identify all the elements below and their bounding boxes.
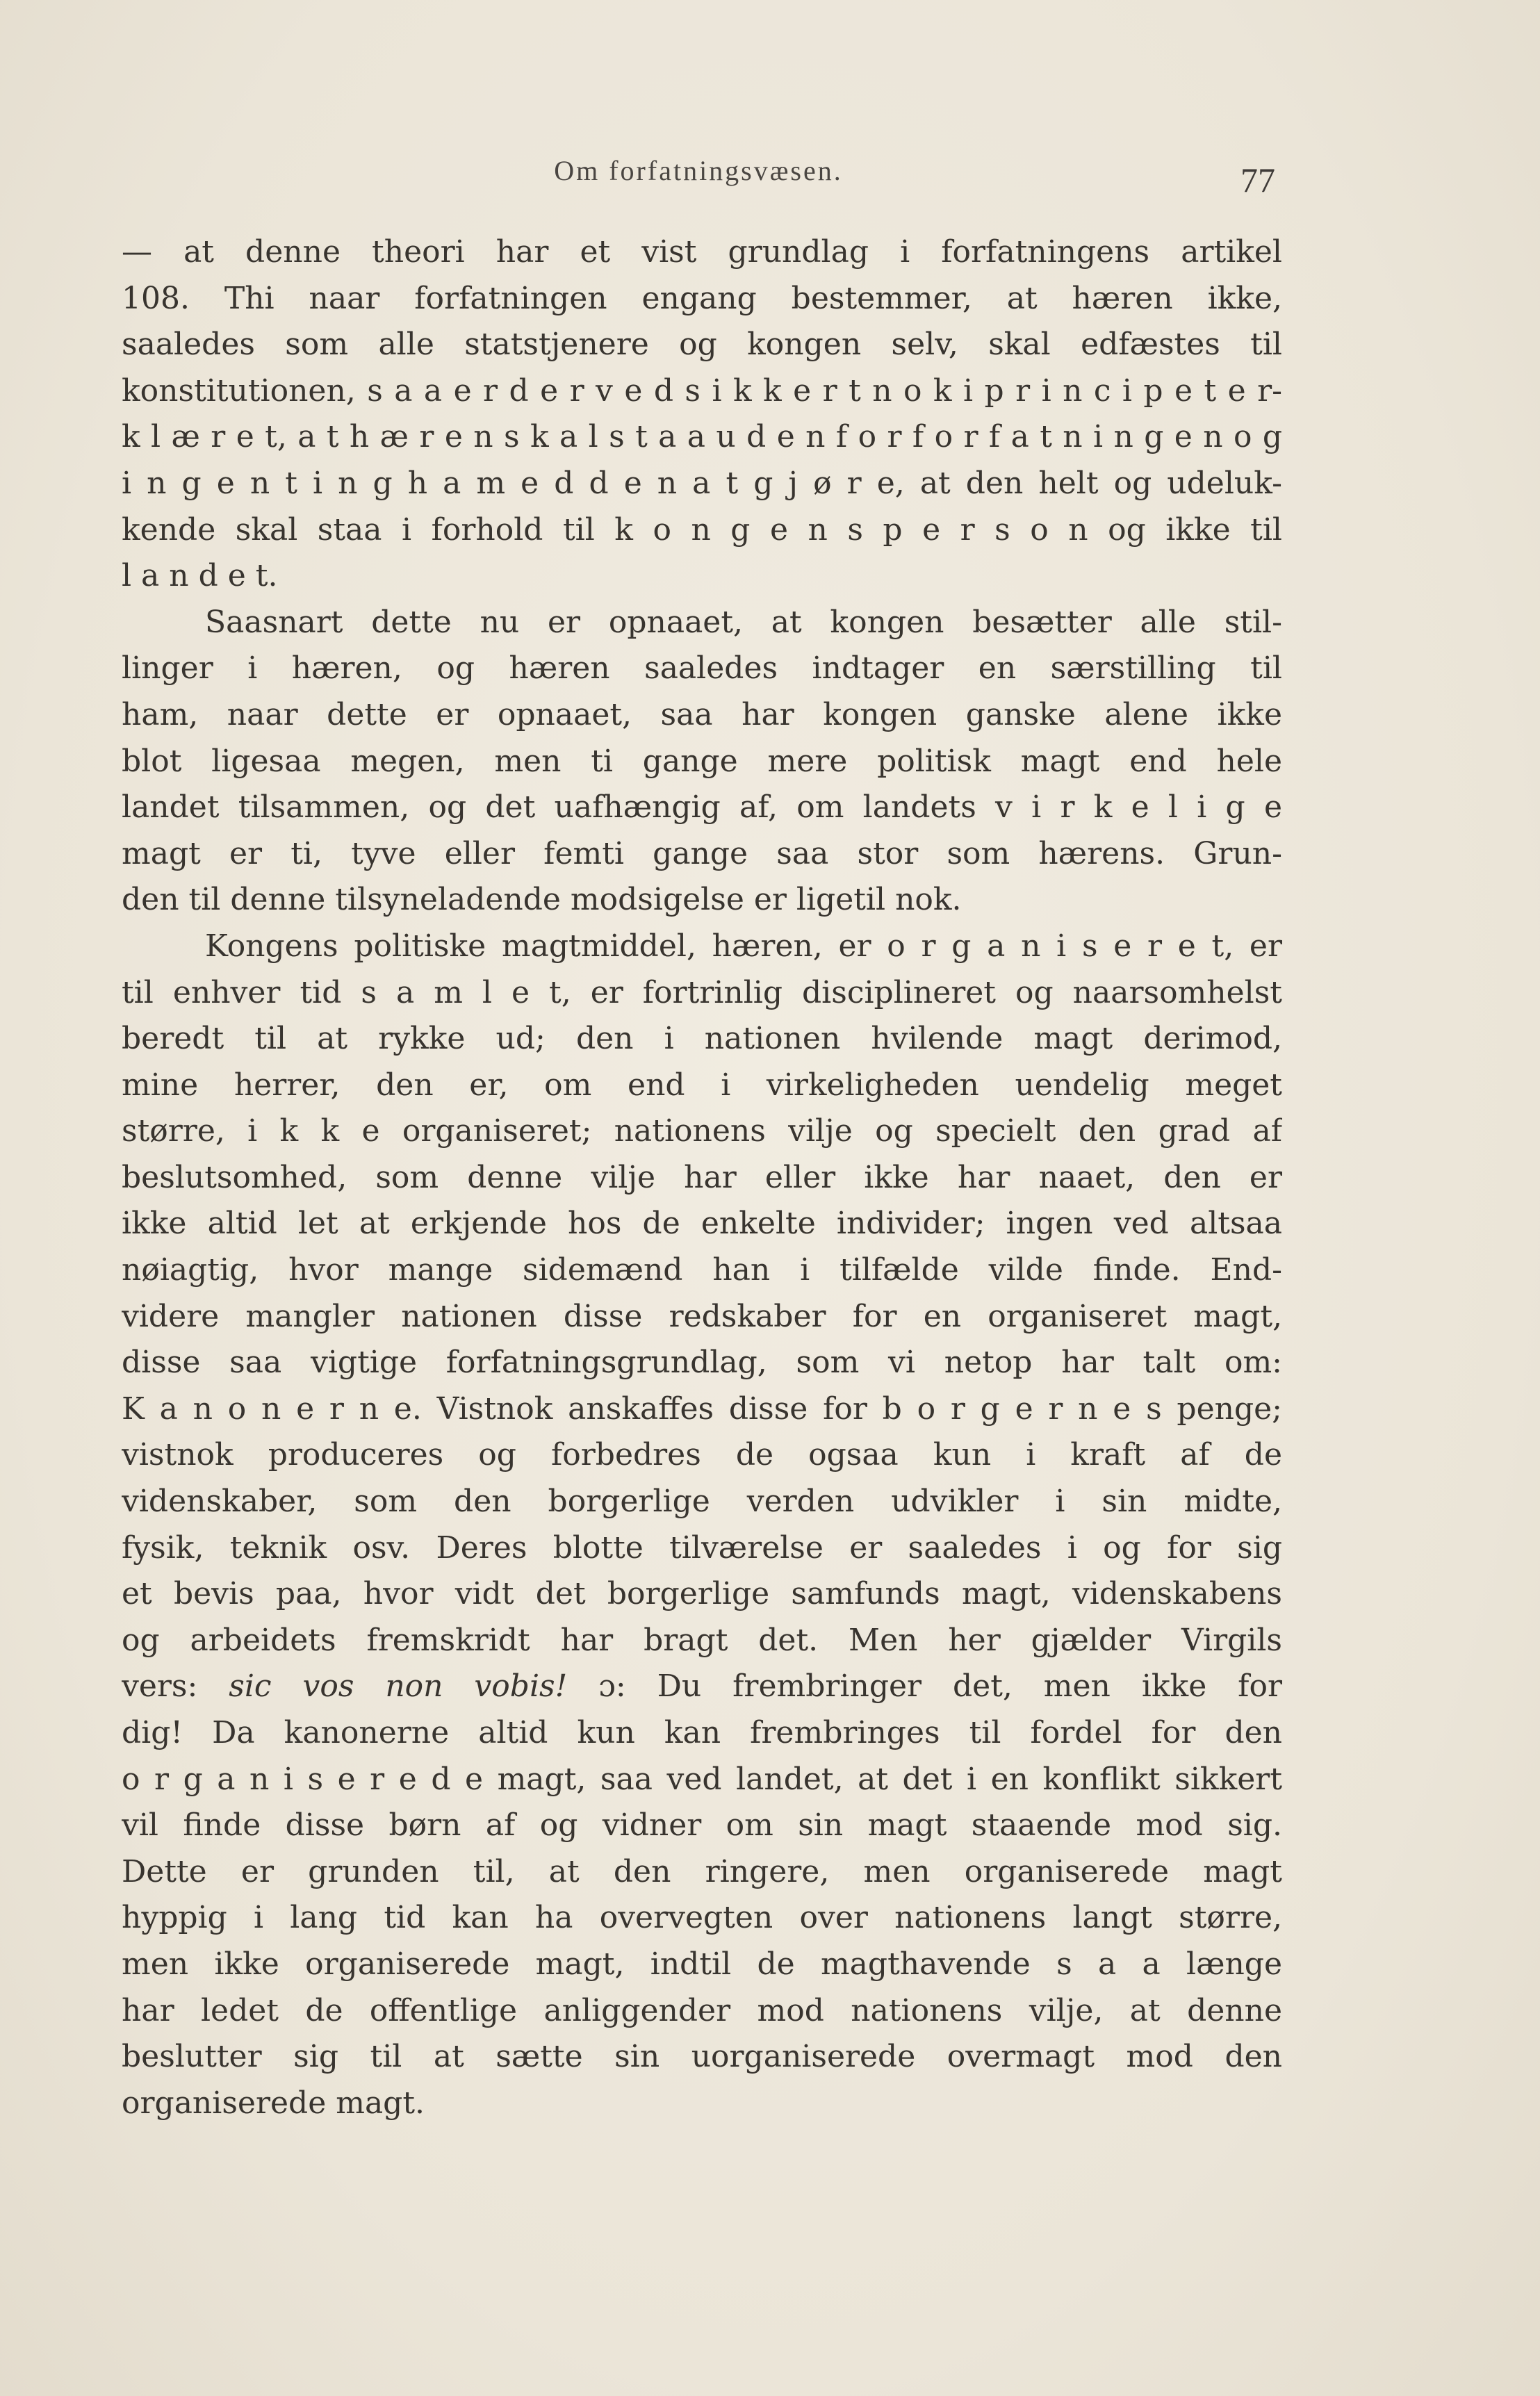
text-line-content: l a n d e t. (122, 558, 278, 594)
text-line-content: beslutsomhed, som denne vilje har eller ikke har naaet, den er (122, 1159, 1282, 1195)
text-line-content: vil finde disse børn af og vidner om sin magt staaende mod sig. (122, 1807, 1282, 1844)
text-line-content: beredt til at rykke ud; den i nationen hvilende magt derimod, (122, 1021, 1282, 1057)
text-line (122, 1664, 1282, 1710)
text-line (122, 924, 1282, 970)
text-line (122, 646, 1282, 692)
text-line-content: videnskaber, som den borgerlige verden udvikler i sin midte, (122, 1484, 1282, 1520)
text-line (122, 1757, 1282, 1803)
text-line (122, 600, 1282, 646)
text-line-content: Saasnart dette nu er opnaaet, at kongen besætter alle stil- (205, 604, 1282, 640)
text-line (122, 831, 1282, 878)
text-line-content: nøiagtig, hvor mange sidemænd han i tilfælde vilde finde. End- (122, 1252, 1282, 1288)
text-line (122, 1942, 1282, 1988)
text-line (122, 1525, 1282, 1572)
text-line-content: magt er ti, tyve eller femti gange saa stor som hærens. Grun- (122, 835, 1282, 871)
text-line (122, 1201, 1282, 1247)
text-line (122, 553, 1282, 600)
text-line-content: disse saa vigtige forfatningsgrundlag, som vi netop har talt om: (122, 1345, 1282, 1381)
text-line (122, 2034, 1282, 2081)
text-line-content: landet tilsammen, og det uafhængig af, om landets v i r k e l i g e (122, 789, 1282, 826)
text-line-content: — at denne theori har et vist grundlag i forfatningens artikel (122, 234, 1282, 270)
text-line-content: i n g e n t i n g h a m e d d e n a t g j ø r e, at den helt og udeluk- (122, 465, 1282, 501)
text-line (122, 1479, 1282, 1525)
text-line (122, 368, 1282, 415)
text-line-content: blot ligesaa megen, men ti gange mere politisk magt end hele (122, 743, 1282, 779)
text-line-content: den til denne tilsyneladende modsigelse er ligetil nok. (122, 882, 962, 918)
running-title: Om forfatningsvæsen. (554, 155, 843, 186)
text-line-content: 108. Thi naar forfatningen engang bestemmer, at hæren ikke, (122, 280, 1282, 316)
text-line (122, 970, 1282, 1017)
text-line-content: dig! Da kanonerne altid kun kan frembringes til fordel for den (122, 1715, 1282, 1750)
text-line-content: kende skal staa i forhold til k o n g e n s p e r s o n og ikke til (122, 511, 1282, 548)
text-line-content: vistnok produceres og forbedres de ogsaa kun i kraft af de (122, 1437, 1282, 1473)
text-line-content: organiserede magt. (122, 2085, 425, 2121)
text-line-content: hyppig i lang tid kan ha overvegten over nationens langt større, (122, 1900, 1282, 1936)
text-line (122, 877, 1282, 924)
text-line-content: men ikke organiserede magt, indtil de magthavende s a a længe (122, 1946, 1282, 1982)
latin-quote: sic vos non vobis! (229, 1668, 568, 1705)
body-text (122, 229, 1282, 2126)
text-line-content: beslutter sig til at sætte sin uorganiserede overmagt mod den (122, 2039, 1282, 2075)
text-line (122, 322, 1282, 368)
text-line (122, 1571, 1282, 1618)
text-line (122, 1247, 1282, 1294)
text-line-content: saaledes som alle statstjenere og kongen selv, skal edfæstes til (122, 327, 1282, 363)
text-line (122, 229, 1282, 276)
text-line-content: konstitutionen, s a a e r d e r v e d s i k k e r t n o k i p r i n c i p e t e r- (122, 372, 1282, 409)
text-line-continuation: ɔ: Du frembringer det, men ikke for (567, 1668, 1282, 1705)
text-line-content: ham, naar dette er opnaaet, saa har kongen ganske alene ikke (122, 696, 1282, 732)
text-line (122, 692, 1282, 739)
text-line (122, 2081, 1282, 2127)
page-number: 77 (1240, 161, 1275, 199)
text-line-content: ikke altid let at erkjende hos de enkelte individer; ingen ved altsaa (122, 1206, 1282, 1242)
text-line-content: o r g a n i s e r e d e magt, saa ved landet, at det i en konflikt sikkert (122, 1761, 1282, 1797)
text-line (122, 1155, 1282, 1201)
text-line-content: k l æ r e t, a t h æ r e n s k a l s t a a u d e n f o r f o r f a t n i n g e n o g (122, 419, 1282, 455)
text-line (122, 785, 1282, 831)
running-head (122, 154, 1275, 199)
text-line (122, 1432, 1282, 1479)
text-line-content: K a n o n e r n e. Vistnok anskaffes disse for b o r g e r n e s penge; (122, 1390, 1282, 1427)
text-line-content: mine herrer, den er, om end i virkeligheden uendelig meget (122, 1067, 1282, 1103)
text-line (122, 1895, 1282, 1942)
text-line (122, 1062, 1282, 1109)
text-line-content: fysik, teknik osv. Deres blotte tilværelse er saaledes i og for sig (122, 1529, 1282, 1566)
text-line (122, 1710, 1282, 1757)
text-line (122, 461, 1282, 507)
text-line-content: videre mangler nationen disse redskaber for en organiseret magt, (122, 1298, 1282, 1334)
text-line (122, 739, 1282, 785)
text-line-content: Kongens politiske magtmiddel, hæren, er o r g a n i s e r e t, er (205, 928, 1282, 964)
text-line-content: linger i hæren, og hæren saaledes indtager en særstilling til (122, 650, 1282, 687)
text-line-content: vers: (122, 1668, 229, 1705)
text-line-content: større, i k k e organiseret; nationens vilje og specielt den grad af (122, 1113, 1282, 1149)
text-line-content: har ledet de offentlige anliggender mod nationens vilje, at denne (122, 1992, 1282, 2028)
text-line (122, 1803, 1282, 1849)
text-line (122, 1340, 1282, 1386)
text-line (122, 1849, 1282, 1896)
text-line-content: og arbeidets fremskridt har bragt det. Men her gjælder Virgils (122, 1622, 1282, 1658)
text-line (122, 1386, 1282, 1433)
text-line-content: Dette er grunden til, at den ringere, men organiserede magt (122, 1853, 1282, 1889)
text-line-content: til enhver tid s a m l e t, er fortrinlig disciplineret og naarsomhelst (122, 974, 1282, 1010)
text-line (122, 1294, 1282, 1340)
text-line (122, 414, 1282, 461)
text-line (122, 1988, 1282, 2035)
text-line (122, 507, 1282, 554)
text-line (122, 1108, 1282, 1155)
text-line (122, 276, 1282, 322)
text-line (122, 1016, 1282, 1062)
text-line (122, 1618, 1282, 1664)
text-line-content: et bevis paa, hvor vidt det borgerlige samfunds magt, videnskabens (122, 1576, 1282, 1612)
